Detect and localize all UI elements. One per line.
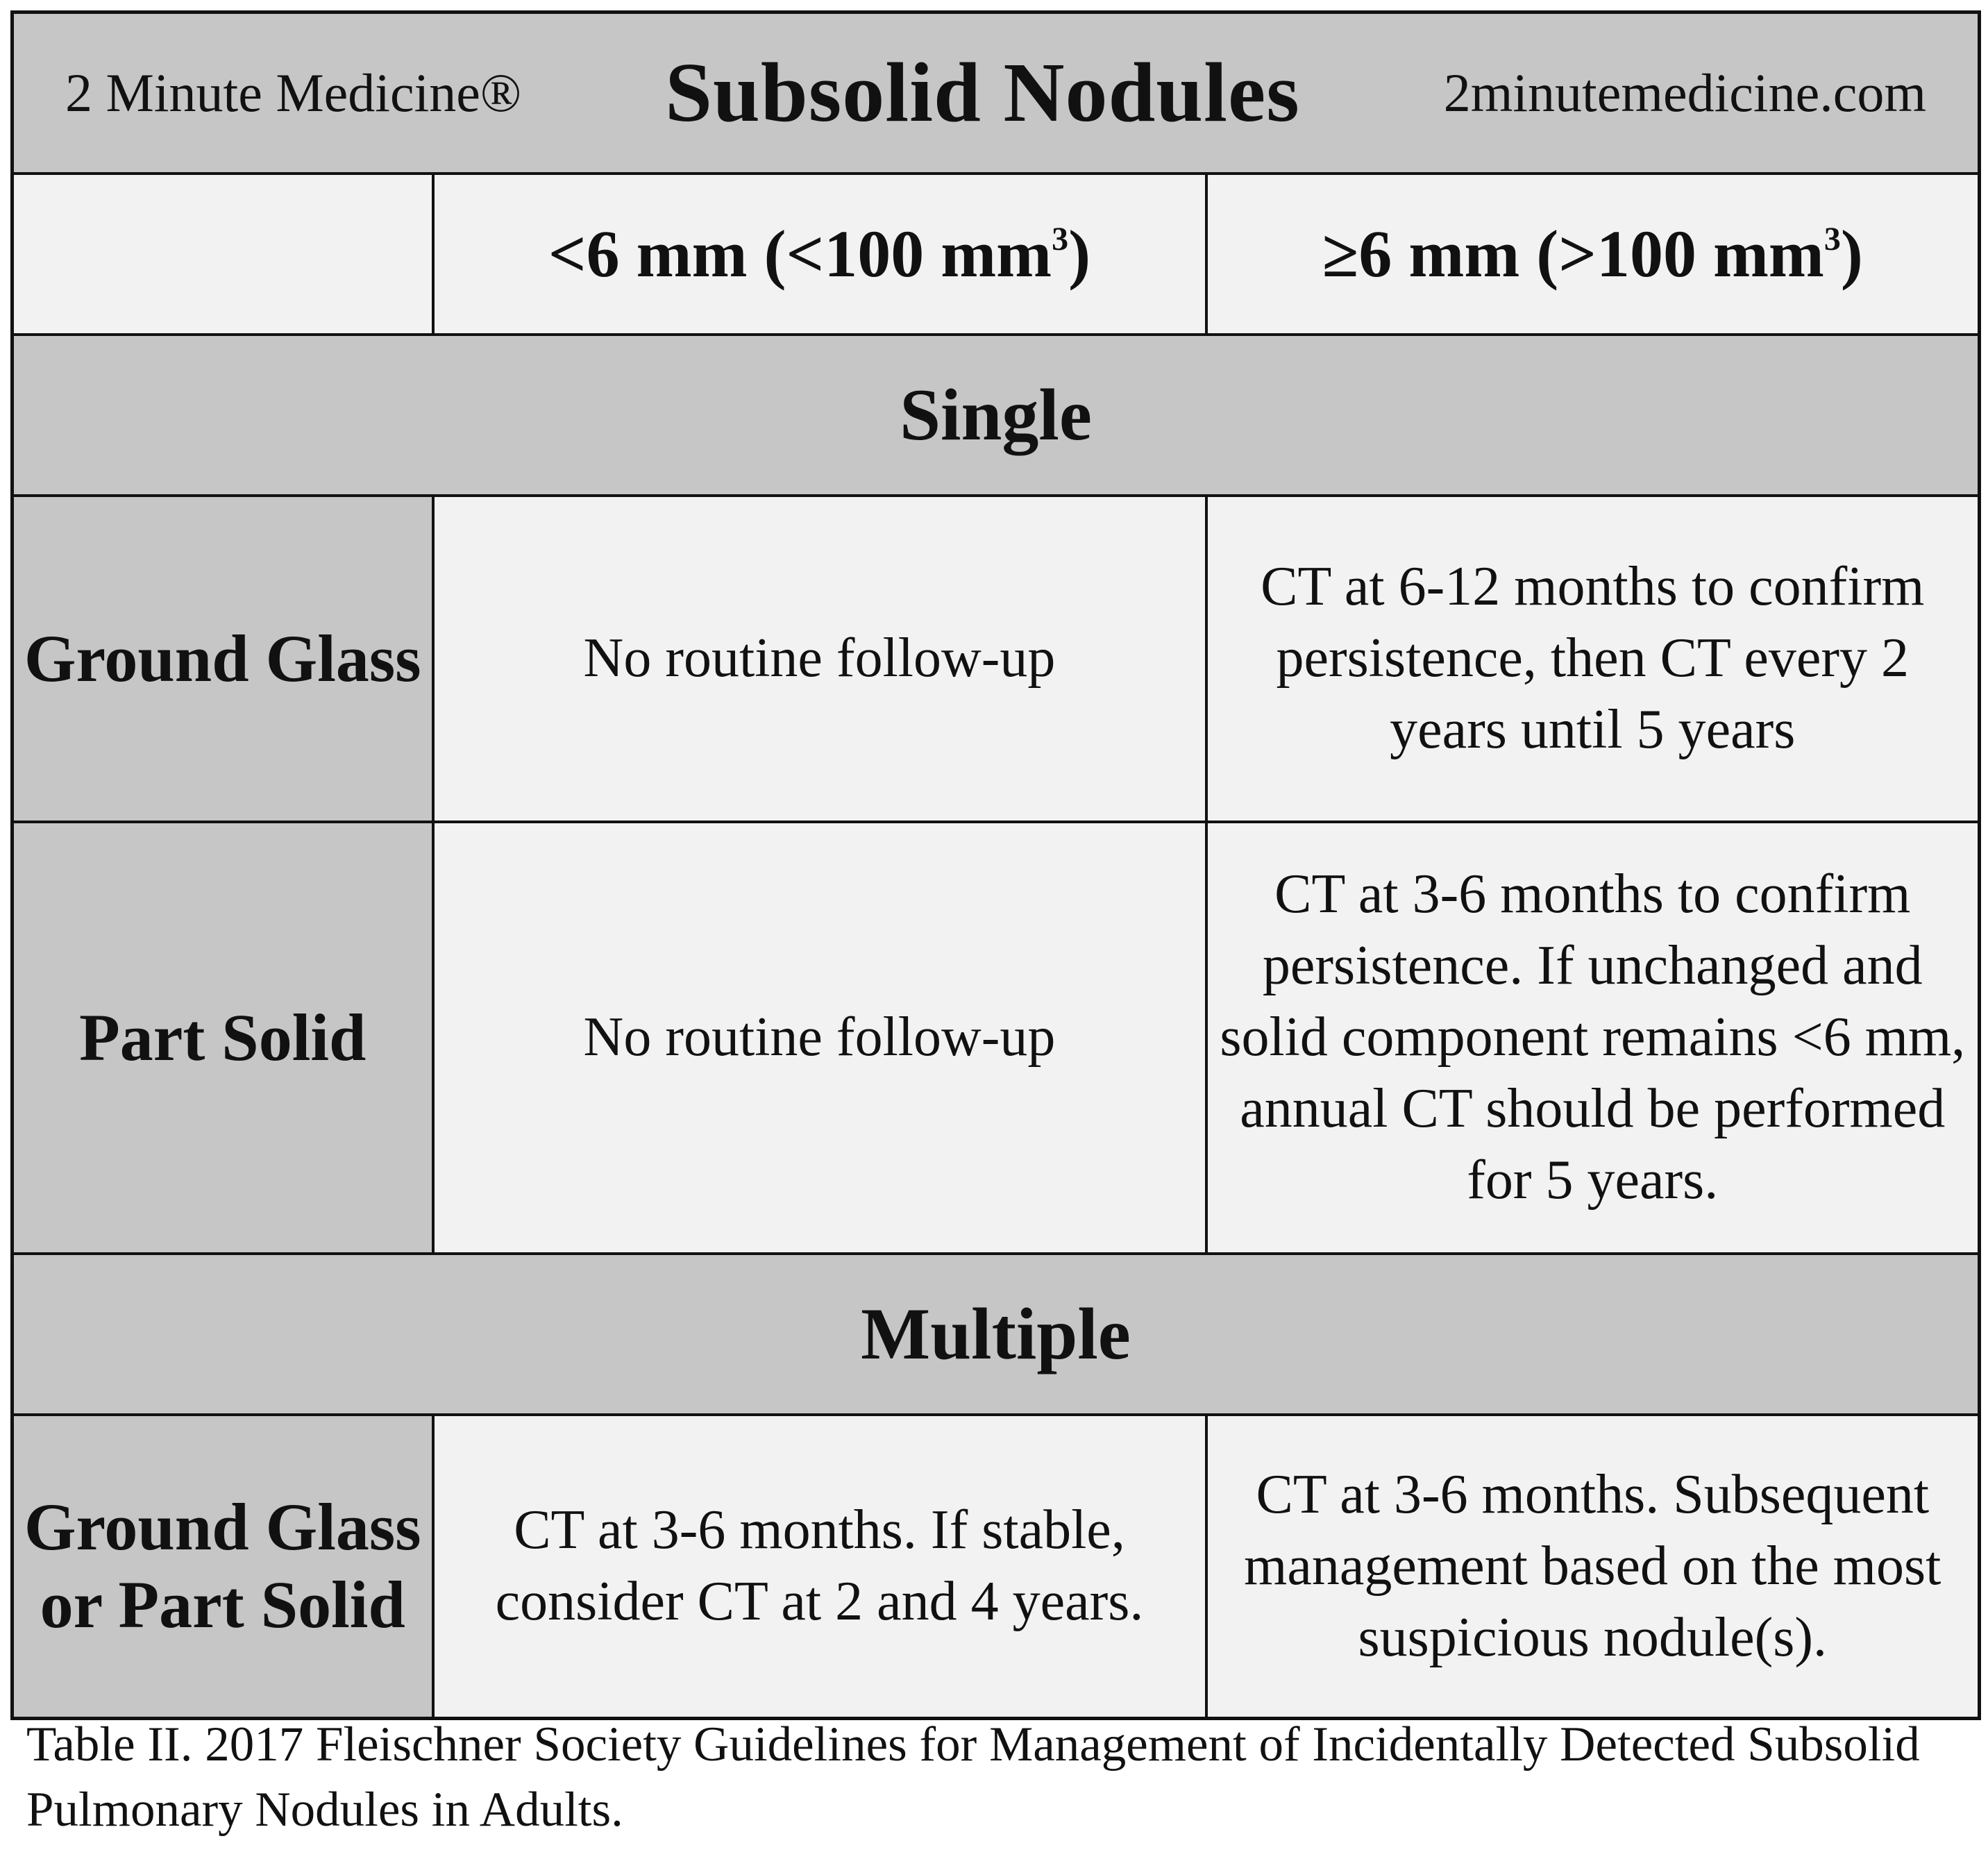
section-label-single: Single — [12, 335, 1980, 496]
superscript-3: 3 — [1823, 221, 1841, 258]
column-header-small-close: ) — [1068, 217, 1091, 291]
empty-corner-cell — [12, 174, 433, 335]
website-text: 2minutemedicine.com — [1443, 62, 1926, 123]
title-row — [12, 12, 1980, 174]
table-caption: Table II. 2017 Fleischner Society Guidelines for Management of Incidentally Detected Subsolid Pulmonary Nodules in Adults. — [26, 1717, 1920, 1837]
row-label-part-solid: Part Solid — [12, 822, 433, 1254]
column-header-small — [433, 174, 1206, 335]
row-label-ground-glass: Ground Glass — [12, 496, 433, 822]
column-header-large-close: ) — [1840, 217, 1863, 291]
column-header-row — [12, 174, 1980, 335]
table-row — [12, 822, 1980, 1254]
cell-part-solid-large: CT at 3-6 months to confirm persistence. If unchanged and solid component remains <6 mm, annual CT should be performed for 5 years. — [1206, 822, 1980, 1254]
cell-ground-glass-large: CT at 6-12 months to confirm persistence, then CT every 2 years until 5 years — [1206, 496, 1980, 822]
cell-multiple-small: CT at 3-6 months. If stable, consider CT at 2 and 4 years. — [433, 1415, 1206, 1719]
cell-ground-glass-small: No routine follow-up — [433, 496, 1206, 822]
guidelines-table — [10, 10, 1981, 1720]
table-row — [12, 1415, 1980, 1719]
title-cell — [12, 12, 1980, 174]
section-label-multiple: Multiple — [12, 1254, 1980, 1415]
cell-part-solid-small: No routine follow-up — [433, 822, 1206, 1254]
column-header-large — [1206, 174, 1980, 335]
page-title: Subsolid Nodules — [665, 45, 1300, 140]
superscript-3: 3 — [1052, 221, 1069, 258]
column-header-small-text: <6 mm (<100 mm — [548, 217, 1052, 291]
section-row-single — [12, 335, 1980, 496]
row-label-ground-glass-or-part-solid: Ground Glass or Part Solid — [12, 1415, 433, 1719]
table-row — [12, 496, 1980, 822]
brand-name: 2 Minute Medicine® — [65, 62, 522, 123]
cell-multiple-large: CT at 3-6 months. Subsequent management based on the most suspicious nodule(s). — [1206, 1415, 1980, 1719]
section-row-multiple — [12, 1254, 1980, 1415]
column-header-large-text: ≥6 mm (>100 mm — [1322, 217, 1824, 291]
